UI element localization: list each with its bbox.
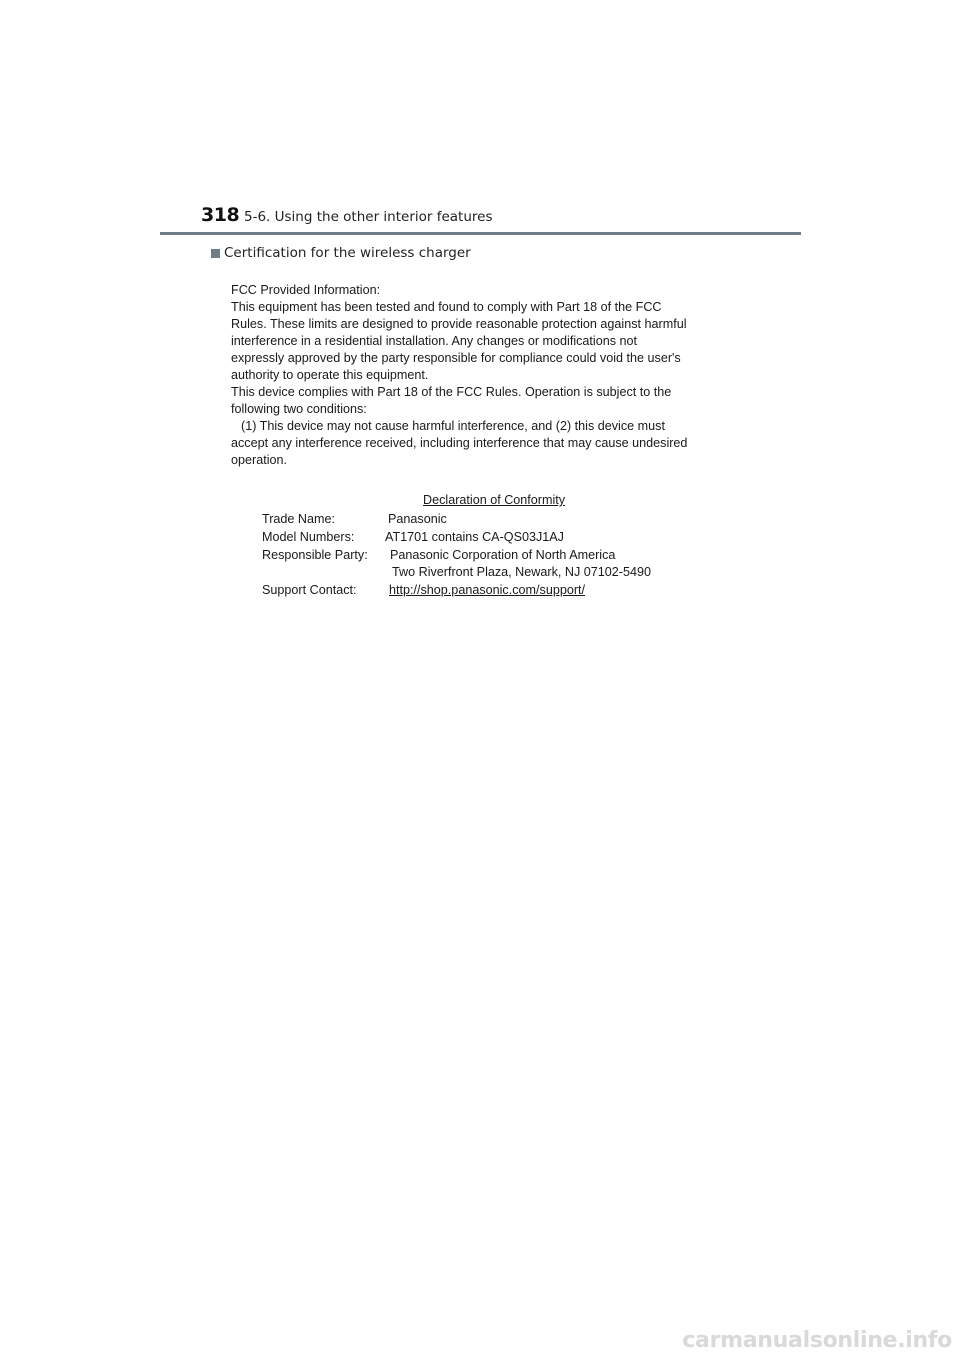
page-number: 318 (201, 204, 240, 226)
support-contact-label: Support Contact: (262, 583, 357, 597)
fcc-line: interference in a residential installation. Any changes or modifications not (231, 334, 638, 348)
fcc-line: operation. (231, 453, 288, 467)
support-contact-link[interactable]: http://shop.panasonic.com/support/ (389, 583, 586, 597)
fcc-line: expressly approved by the party responsible for compliance could void the user's (231, 351, 681, 365)
fcc-line: authority to operate this equipment. (231, 368, 429, 382)
watermark: carmanualsonline.info (682, 1328, 952, 1353)
trade-name-label: Trade Name: (262, 512, 336, 526)
trade-name-value: Panasonic (388, 512, 447, 526)
fcc-line: FCC Provided Information: (231, 283, 381, 297)
fcc-line: Rules. These limits are designed to provide reasonable protection against harmful (231, 317, 687, 331)
fcc-line: (1) This device may not cause harmful interference, and (2) this device must (241, 419, 665, 433)
subheading-text: Certification for the wireless charger (224, 245, 471, 261)
responsible-party-value: Panasonic Corporation of North America (390, 548, 616, 562)
subheading (211, 245, 471, 261)
model-numbers-value: AT1701 contains CA-QS03J1AJ (385, 530, 564, 544)
section-title: 5-6. Using the other interior features (244, 209, 493, 225)
fcc-line: This equipment has been tested and found to comply with Part 18 of the FCC (231, 300, 662, 314)
fcc-line: This device complies with Part 18 of the FCC Rules. Operation is subject to the (231, 385, 672, 399)
page-header (160, 202, 801, 232)
square-bullet-icon (211, 249, 220, 258)
header-divider (160, 232, 801, 235)
fcc-line: accept any interference received, including interference that may cause undesired (231, 436, 688, 450)
model-numbers-label: Model Numbers: (262, 530, 355, 544)
responsible-party-address: Two Riverfront Plaza, Newark, NJ 07102-5490 (392, 565, 651, 579)
fcc-information (231, 282, 751, 469)
declaration-title: Declaration of Conformity (423, 493, 566, 507)
fcc-line: following two conditions: (231, 402, 367, 416)
responsible-party-label: Responsible Party: (262, 548, 368, 562)
